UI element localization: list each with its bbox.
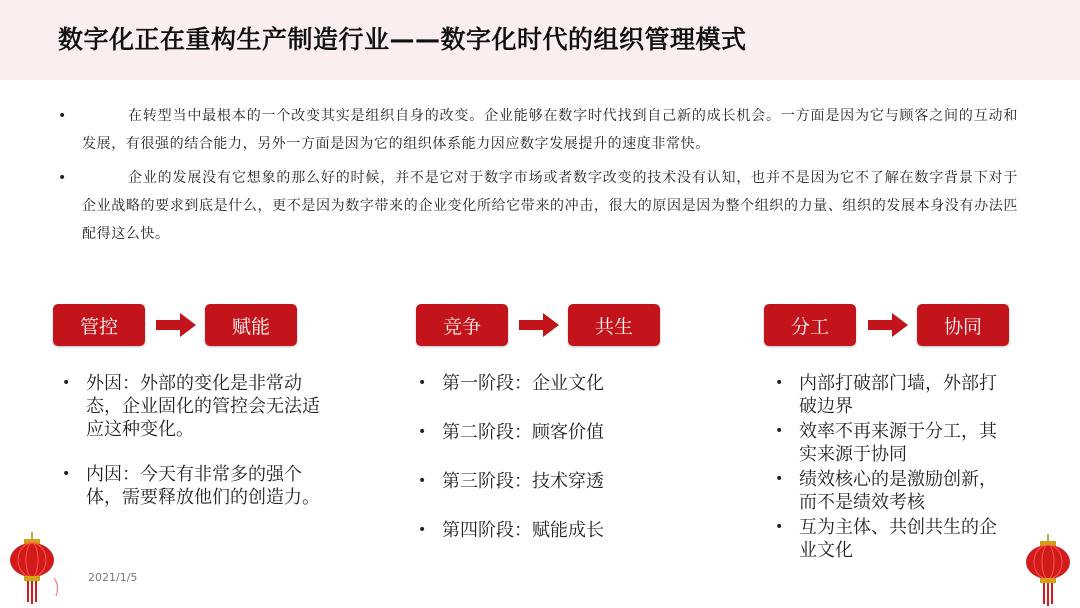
list-item-text: 效率不再来源于分工，其实来源于协同 — [799, 421, 997, 465]
shift-from-pill: 管控 — [53, 304, 145, 346]
list-item — [414, 372, 674, 395]
paragraph — [58, 102, 1018, 158]
column-2-list — [414, 372, 674, 542]
bullet: • — [418, 473, 427, 489]
list-item-text: 第三阶段：技术穿透 — [442, 471, 604, 492]
list-item-text: 外因：外部的变化是非常动态，企业固化的管控会无法适应这种变化。 — [86, 373, 320, 440]
right-arrow-icon — [868, 313, 908, 337]
list-item — [58, 463, 320, 509]
slide-date: 2021/1/5 — [88, 571, 138, 584]
shift-from-pill: 分工 — [764, 304, 856, 346]
paragraph-list — [58, 102, 1018, 254]
bullet: • — [775, 423, 784, 439]
list-item-text: 内因：今天有非常多的强个体，需要释放他们的创造力。 — [86, 464, 320, 508]
list-item — [771, 420, 1011, 466]
right-arrow-icon — [156, 313, 196, 337]
bullet: • — [775, 471, 784, 487]
list-item-text: 第一阶段：企业文化 — [442, 373, 604, 394]
paragraph-text: 企业的发展没有它想象的那么好的时候，并不是它对于数字市场或者数字改变的技术没有认知，也并不是因为它不了解在数字背景下对于企业战略的要求到底是什么，更不是因为数字带来的企业变化所给它带来的冲击，很大的原因是因为整个组织的力量、组织的发展本身没有办法匹配得这么快。 — [82, 170, 1018, 242]
paragraph — [58, 164, 1018, 248]
paragraph-text: 在转型当中最根本的一个改变其实是组织自身的改变。企业能够在数字时代找到自己新的成长机会。一方面是因为它与顾客之间的互动和发展，有很强的结合能力，另外一方面是因为它的组织体系能力因应数字发展提升的速度非常快。 — [82, 108, 1018, 152]
lantern-icon — [1020, 534, 1076, 606]
list-item-text: 第四阶段：赋能成长 — [442, 520, 604, 541]
lantern-icon — [4, 532, 60, 604]
bullet: • — [775, 519, 784, 535]
list-item — [771, 372, 1011, 418]
list-item-text: 互为主体、共创共生的企业文化 — [799, 517, 997, 561]
list-item — [414, 519, 674, 542]
list-item-text: 绩效核心的是激励创新，而不是绩效考核 — [799, 469, 997, 513]
bullet: • — [62, 375, 71, 391]
bullet: • — [418, 522, 427, 538]
bullet: • — [58, 170, 67, 186]
shift-to-pill: 共生 — [568, 304, 660, 346]
list-item — [414, 470, 674, 493]
page-title: 数字化正在重构生产制造行业——数字化时代的组织管理模式 — [58, 25, 747, 54]
shift-to-pill: 赋能 — [205, 304, 297, 346]
list-item — [771, 516, 1011, 562]
bullet: • — [58, 108, 67, 124]
shift-to-pill: 协同 — [917, 304, 1009, 346]
bullet: • — [418, 424, 427, 440]
bullet: • — [62, 466, 71, 482]
list-item-text: 第二阶段：顾客价值 — [442, 422, 604, 443]
list-item — [771, 468, 1011, 514]
bullet: • — [775, 375, 784, 391]
list-item — [414, 421, 674, 444]
bullet: • — [418, 375, 427, 391]
list-item — [58, 372, 320, 441]
shift-from-pill: 竞争 — [416, 304, 508, 346]
right-arrow-icon — [519, 313, 559, 337]
column-1-list — [58, 372, 320, 509]
column-3-list — [771, 372, 1011, 562]
list-item-text: 内部打破部门墙，外部打破边界 — [799, 373, 997, 417]
